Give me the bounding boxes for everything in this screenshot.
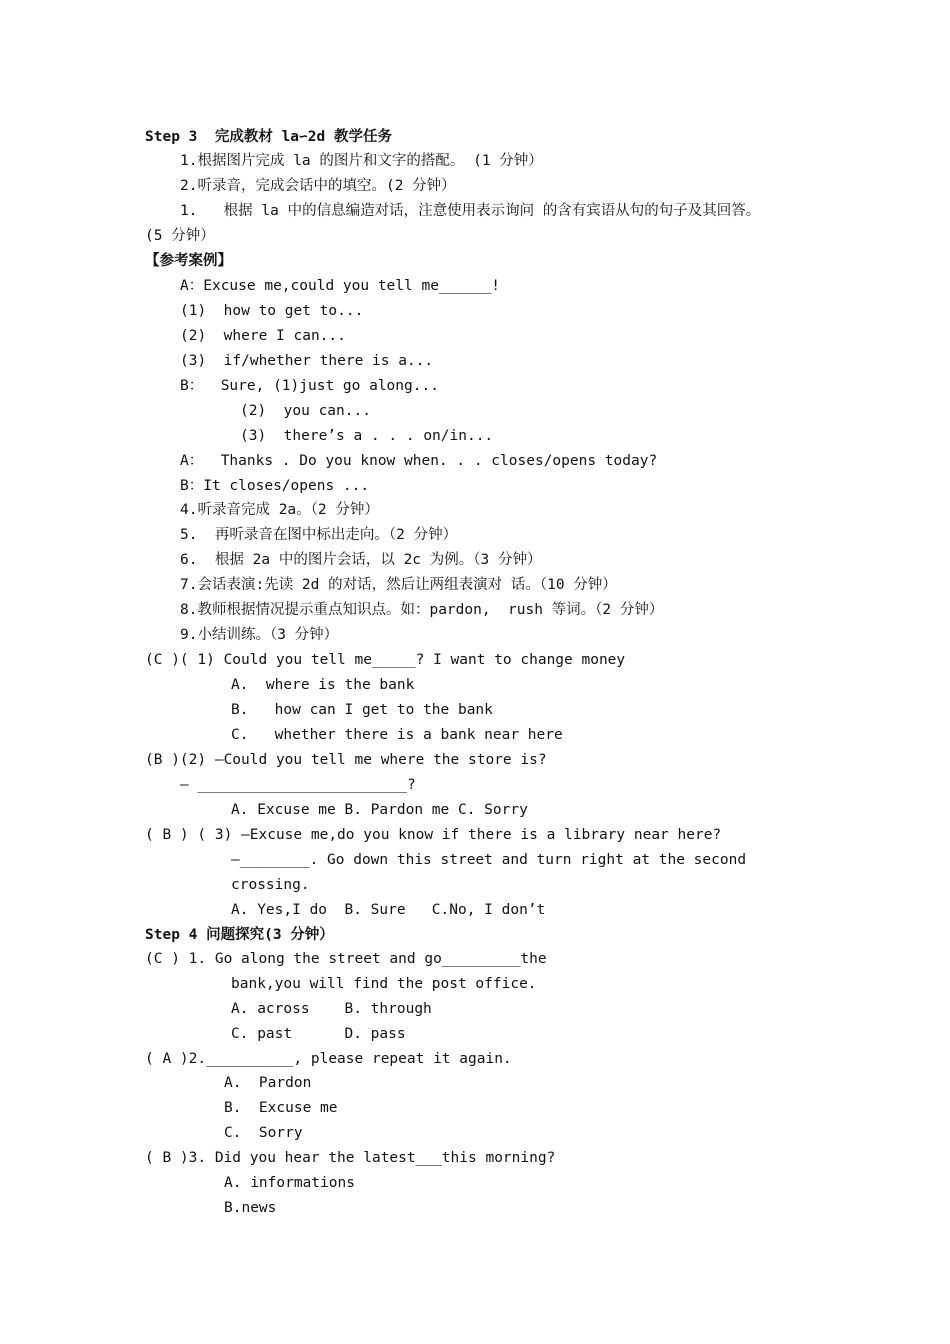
exercise-1-options-ab: A. across B. through [231,1001,432,1017]
question-3-response-cont: crossing. [231,877,310,893]
task-line-4: 4.听录音完成 2a。（2 分钟） [180,502,379,518]
dialog-a1-opt3: (3) if/whether there is a... [180,353,434,369]
task-line-3: 1. 根据 la 中的信息编造对话，注意使用表示询问 的含有宾语从句的句子及其回答。 [180,203,761,219]
step3-heading: Step 3 完成教材 la∽2d 教学任务 [145,129,392,145]
exercise-1-options-cd: C. past D. pass [231,1026,406,1042]
exercise-1: (C ) 1. Go along the street and go_________the [145,951,547,967]
step4-heading: Step 4 问题探究(3 分钟） [145,927,334,943]
dialog-a1-opt2: (2) where I can... [180,328,346,344]
dialog-a1: A：Excuse me,could you tell me______! [180,278,501,294]
question-3: ( B ) ( 3) —Excuse me,do you know if there is a library near here? [145,827,722,843]
task-line-3-cont: (5 分钟） [145,228,215,244]
dialog-a1-opt1: (1) how to get to... [180,303,364,319]
reference-heading: 【参考案例】 [145,253,232,269]
task-line-5: 5. 再听录音在图中标出走向。（2 分钟） [180,527,458,543]
dialog-b1-opt3: (3) there’s a . . . on/in... [240,428,494,444]
task-line-9: 9.小结训练。（3 分钟） [180,627,339,643]
task-line-8: 8.教师根据情况提示重点知识点。如：pardon, rush 等词。（2 分钟） [180,602,664,618]
task-line-2: 2.听录音，完成会话中的填空。(2 分钟） [180,178,456,194]
exercise-3-option-b: B.news [224,1200,277,1216]
question-2-blank: — ________________________? [180,777,416,793]
question-1-option-b: B. how can I get to the bank [231,702,493,718]
task-line-7: 7.会话表演:先读 2d 的对话，然后让两组表演对 话。（10 分钟） [180,577,617,593]
dialog-a2: A： Thanks . Do you know when. . . closes/opens today? [180,453,658,469]
exercise-2: ( A )2.__________, please repeat it again. [145,1051,512,1067]
exercise-3-option-a: A. informations [224,1175,355,1191]
dialog-b2: B：It closes/opens ... [180,478,370,494]
question-1-option-a: A. where is the bank [231,677,415,693]
question-1: (C )( 1) Could you tell me_____? I want to change money [145,652,626,668]
exercise-2-option-b: B. Excuse me [224,1100,338,1116]
exercise-2-option-a: A. Pardon [224,1075,312,1091]
exercise-3: ( B )3. Did you hear the latest___this morning? [145,1150,556,1166]
dialog-b1-opt2: (2) you can... [240,403,371,419]
question-3-options: A. Yes,I do B. Sure C.No, I don’t [231,902,546,918]
dialog-b1: B： Sure, (1)just go along... [180,378,439,394]
question-2-options: A. Excuse me B. Pardon me C. Sorry [231,802,528,818]
question-2: (B )(2) —Could you tell me where the store is? [145,752,547,768]
question-1-option-c: C. whether there is a bank near here [231,727,563,743]
exercise-2-option-c: C. Sorry [224,1125,303,1141]
exercise-1-cont: bank,you will find the post office. [231,976,537,992]
question-3-response: —________. Go down this street and turn right at the second [231,852,747,868]
task-line-1: 1.根据图片完成 la 的图片和文字的搭配。 (1 分钟） [180,153,543,169]
task-line-6: 6. 根据 2a 中的图片会话，以 2c 为例。（3 分钟） [180,552,542,568]
